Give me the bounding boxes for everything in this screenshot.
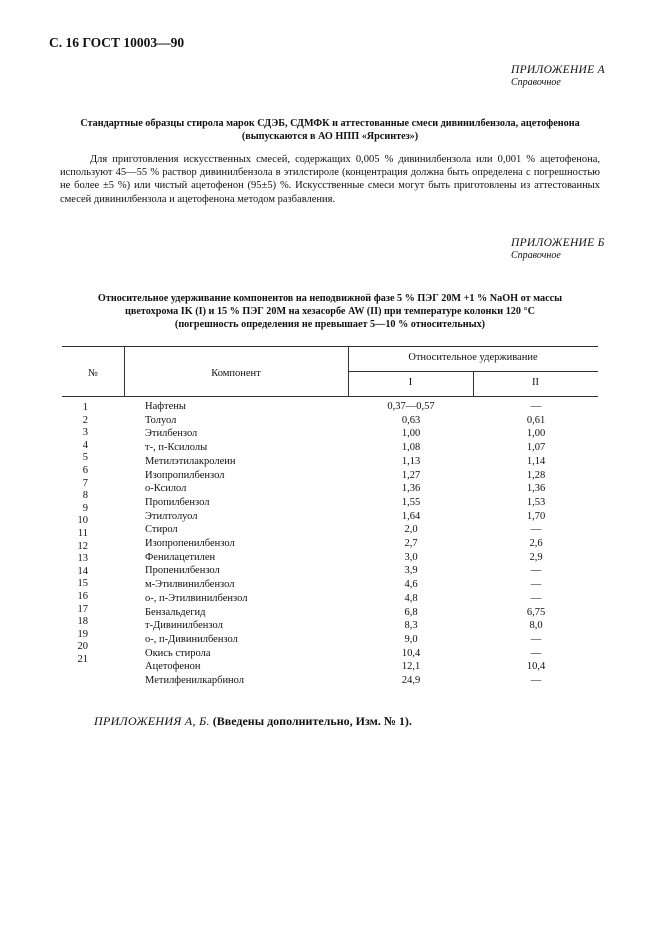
appendix-a-label: ПРИЛОЖЕНИЕ А [511, 64, 605, 76]
row-value-i: 1,64 [401, 510, 421, 522]
row-component: Пропилбензол [145, 496, 210, 508]
appendix-a-sub: Справочное [511, 77, 561, 88]
row-number: 1 [82, 402, 88, 413]
appendix-b-title-line3: (погрешность определения не превышает 5—10 % относительных) [174, 319, 486, 330]
row-number: 4 [82, 439, 88, 451]
row-value-i: 1,08 [401, 442, 421, 454]
row-value-ii: 6,75 [526, 606, 546, 618]
appendix-a-paragraph-text: Для приготовления искусственных смесей, содержащих 0,005 % дивинилбензола или 0,001 % ацетофенона, используют 45—55 % раствор дивинилбензола в этилстироле (концентрация должна быть определена с погрешностью не более ±5 %) или чистый ацетофенон (95±5) %. Искусственные смеси могут быть приготовлены из аттестованных смесей дивинилбензола и ацетофенона методом разбавления. [60, 154, 600, 205]
row-number: 21 [77, 654, 88, 665]
row-number: 7 [82, 477, 88, 489]
column-header-number: № [87, 368, 99, 379]
table-top-rule [62, 346, 598, 347]
column-header-relative: Относительное удерживание [408, 352, 538, 363]
row-component: Толуол [145, 414, 177, 426]
row-component: о-, п-Этилвинилбензол [145, 592, 248, 604]
appendix-b-title-line2: цветохрома IK (I) и 15 % ПЭГ 20М на хезасорбе AW (II) при температуре колонки 120 °С [125, 306, 535, 317]
row-number: 2 [82, 414, 88, 426]
row-value-i: 3,0 [404, 551, 418, 563]
page-header: С. 16 ГОСТ 10003—90 [49, 35, 185, 50]
row-value-i: 0,63 [401, 414, 421, 426]
row-value-i: 8,3 [404, 620, 418, 632]
row-value-ii: 2,9 [529, 551, 543, 563]
row-component: о-, п-Дивинилбензол [145, 633, 238, 645]
row-component: Этилтолуол [145, 510, 198, 522]
row-value-i: 10,4 [401, 647, 421, 659]
row-number: 20 [77, 641, 88, 653]
row-number: 12 [77, 540, 88, 552]
appendix-b-title [60, 292, 600, 331]
row-number: 17 [77, 603, 88, 615]
row-component: Стирол [145, 524, 178, 536]
row-component: т-, п-Ксилолы [145, 442, 208, 454]
row-value-ii: 0,61 [526, 414, 546, 426]
row-component: Бензальдегид [145, 606, 206, 618]
footer-note [94, 714, 412, 729]
row-number: 11 [77, 528, 88, 539]
row-value-ii: — [530, 592, 542, 604]
row-value-i: 1,00 [401, 428, 421, 440]
row-component: Пропенилбензол [145, 565, 220, 577]
row-number: 8 [82, 490, 88, 502]
row-value-ii: 1,14 [526, 455, 546, 467]
column-header-i: I [408, 377, 413, 388]
row-number: 5 [82, 452, 88, 464]
row-component: Этилбензол [145, 428, 198, 440]
row-number: 6 [82, 465, 88, 476]
row-number: 3 [82, 427, 88, 439]
row-value-i: 2,0 [404, 524, 418, 536]
row-component: Нафтены [145, 401, 186, 412]
row-component: Ацетофенон [145, 661, 201, 673]
row-value-i: 9,0 [404, 633, 418, 645]
row-value-i: 1,36 [401, 483, 421, 495]
row-value-ii: — [530, 579, 542, 591]
row-value-ii: — [530, 565, 542, 577]
row-value-i: 6,8 [404, 606, 418, 618]
row-value-ii: 1,53 [526, 496, 546, 508]
row-value-i: 3,9 [404, 565, 418, 577]
row-value-ii: — [530, 633, 542, 645]
row-value-ii: 1,07 [526, 442, 546, 454]
appendix-a-paragraph [60, 153, 600, 206]
appendix-a-title-line2: (выпускаются в АО НПП «Ярсинтез») [241, 131, 419, 142]
row-component: Метилэтилакролеин [145, 455, 236, 467]
row-number: 9 [82, 502, 88, 514]
row-component: Фенилацетилен [145, 551, 216, 563]
appendix-b-label: ПРИЛОЖЕНИЕ Б [511, 237, 605, 249]
footer-bold: (Введены дополнительно, Изм. № 1). [212, 714, 412, 728]
row-component: Изопропилбензол [145, 469, 225, 481]
row-value-ii: 1,36 [526, 483, 546, 495]
row-component: т-Дивинилбензол [145, 620, 223, 632]
row-value-i: 1,13 [401, 455, 421, 467]
row-value-ii: 1,70 [526, 510, 546, 522]
row-number: 14 [77, 565, 88, 577]
row-value-ii: — [530, 647, 542, 659]
row-component: м-Этилвинилбензол [145, 579, 235, 591]
row-number: 10 [77, 515, 88, 527]
row-component: о-Ксилол [145, 483, 187, 495]
row-value-ii: — [530, 401, 542, 412]
appendix-a-title-line1: Стандартные образцы стирола марок СДЭБ, СДМФК и аттестованные смеси дивинилбензола, ацетофенона [80, 118, 580, 129]
row-value-i: 4,8 [404, 592, 418, 604]
row-number: 15 [77, 578, 88, 590]
row-component: Окись стирола [145, 647, 211, 659]
row-value-i: 0,37—0,57 [387, 401, 435, 412]
row-value-ii: 10,4 [526, 661, 546, 673]
row-value-i: 1,27 [401, 469, 421, 481]
row-value-i: 2,7 [404, 538, 418, 549]
column-header-component: Компонент [211, 368, 261, 379]
row-value-i: 24,9 [401, 675, 421, 686]
row-value-ii: — [530, 675, 542, 686]
row-value-i: 12,1 [401, 661, 421, 673]
row-number: 18 [77, 616, 88, 628]
row-component: Метилфенилкарбинол [145, 675, 245, 686]
footer-italic: ПРИЛОЖЕНИЯ А, Б. [94, 714, 210, 728]
table-header-rule [62, 396, 598, 397]
appendix-a-title [60, 117, 600, 143]
appendix-b-sub: Справочное [511, 250, 561, 261]
row-value-i: 4,6 [404, 579, 418, 591]
row-component: Изопропенилбензол [145, 538, 235, 549]
row-number: 19 [77, 628, 88, 640]
column-header-ii: II [532, 377, 539, 388]
appendix-b-title-line1: Относительное удерживание компонентов на неподвижной фазе 5 % ПЭГ 20М +1 % NaOH от массы [97, 293, 563, 304]
row-number: 16 [77, 591, 88, 602]
row-value-i: 1,55 [401, 496, 421, 508]
row-value-ii: 1,28 [526, 469, 546, 481]
row-value-ii: — [530, 524, 542, 536]
row-value-ii: 2,6 [529, 538, 543, 549]
row-number: 13 [77, 553, 88, 565]
row-value-ii: 1,00 [526, 428, 546, 440]
row-value-ii: 8,0 [529, 620, 543, 632]
